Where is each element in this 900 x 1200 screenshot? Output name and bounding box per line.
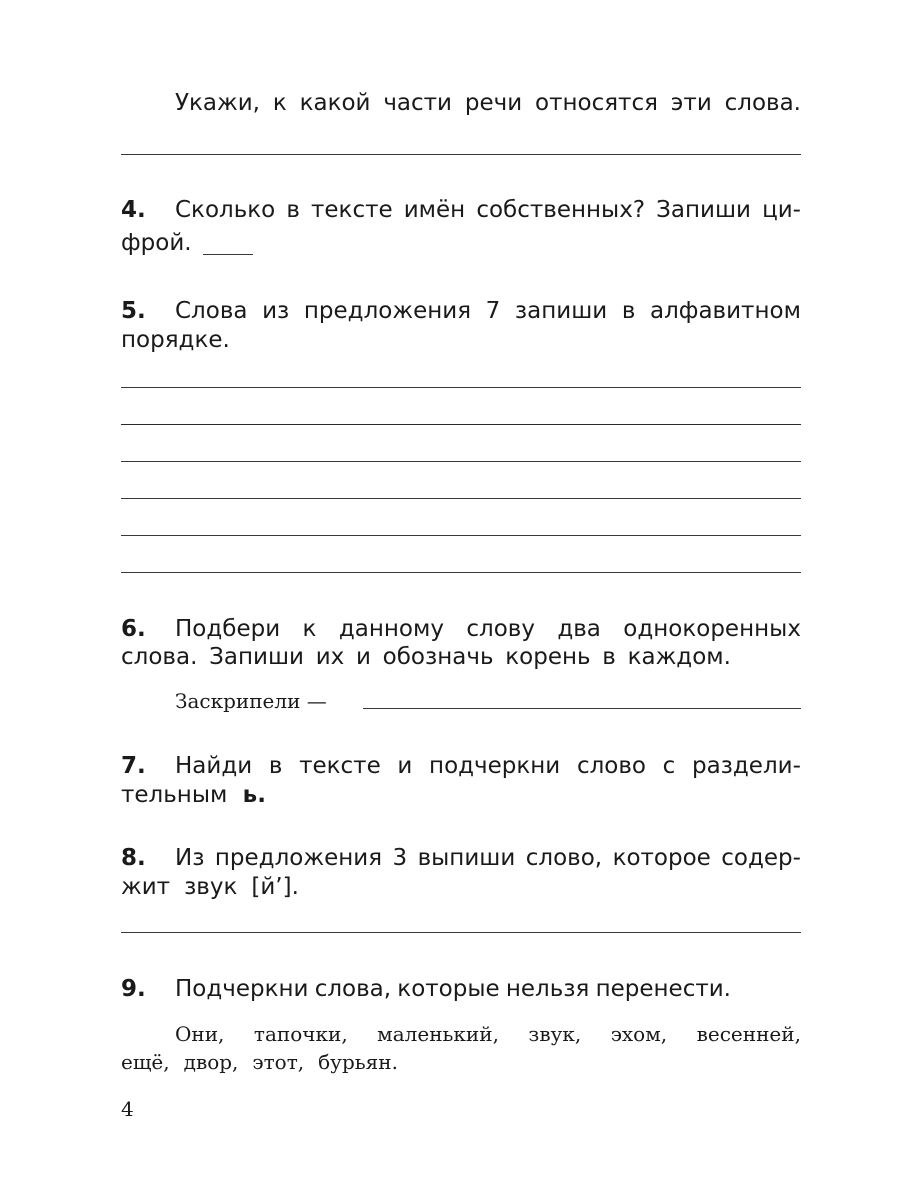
word: относятся: [535, 90, 658, 116]
word: Подчеркни: [175, 976, 309, 1002]
word: имён: [403, 197, 466, 223]
question-9-words-line-1: [175, 1022, 801, 1046]
word: нельзя: [505, 976, 590, 1002]
answer-blank-q4[interactable]: [203, 254, 253, 255]
word: и: [397, 753, 413, 779]
word: Слова: [175, 298, 248, 324]
word: в: [602, 644, 616, 670]
word: данному: [338, 616, 444, 642]
word: тексте: [311, 197, 393, 223]
question-7-number: 7.: [121, 753, 146, 779]
page-number: 4: [121, 1097, 134, 1121]
word: звук,: [528, 1022, 582, 1046]
word: ещё,: [121, 1050, 170, 1074]
question-5-number: 5.: [121, 298, 146, 324]
word: раздели-: [691, 753, 801, 779]
question-7-line-2-text: тельным: [121, 782, 228, 808]
word: Из: [175, 845, 205, 871]
word: этот,: [252, 1050, 305, 1074]
word: корень: [505, 644, 591, 670]
soft-sign-letter: ь.: [242, 782, 266, 808]
word: выпиши: [417, 845, 516, 871]
answer-line-q5-3[interactable]: [121, 461, 801, 462]
word: подчеркни: [429, 753, 561, 779]
word: какой: [299, 90, 371, 116]
question-4-line-2: фрой.: [121, 230, 192, 256]
question-6-line-2: [121, 644, 731, 670]
question-8-number: 8.: [121, 845, 146, 871]
word: тапочки,: [253, 1022, 348, 1046]
word: слова.: [121, 644, 198, 670]
word: [й’].: [251, 874, 299, 900]
word: тексте: [299, 753, 381, 779]
word: Запиши: [656, 197, 751, 223]
question-9-line-1: [175, 976, 731, 1002]
question-4-line-1: [175, 197, 801, 223]
question-7-line-2: [121, 782, 266, 808]
answer-line-q8[interactable]: [121, 932, 801, 933]
question-6-word: Заскрипели —: [175, 689, 327, 713]
question-8-line-2: [121, 874, 747, 900]
answer-line-q5-4[interactable]: [121, 498, 801, 499]
word: слово,: [525, 845, 603, 871]
word: бурьян.: [318, 1050, 398, 1074]
word: Подбери: [175, 616, 281, 642]
word: 3: [392, 845, 408, 871]
word: речи: [464, 90, 523, 116]
word: жит: [121, 874, 171, 900]
word: слово: [576, 753, 646, 779]
word: к: [302, 616, 317, 642]
word: маленький,: [377, 1022, 499, 1046]
answer-line-q5-2[interactable]: [121, 424, 801, 425]
word: 7: [485, 298, 501, 324]
question-8-line-1: [175, 845, 801, 871]
question-4-number: 4.: [121, 197, 146, 223]
word: собственных?: [476, 197, 646, 223]
word: Найди: [175, 753, 253, 779]
word: Они,: [175, 1022, 225, 1046]
question-9-words-line-2: [121, 1050, 747, 1074]
answer-line-q5-1[interactable]: [121, 387, 801, 388]
word: с: [662, 753, 676, 779]
word: Укажи,: [175, 90, 260, 116]
word: Запиши: [209, 644, 304, 670]
word: слова.: [724, 90, 801, 116]
word: содер-: [721, 845, 801, 871]
word: однокоренных: [623, 616, 801, 642]
word: слова,: [314, 976, 392, 1002]
intro-instruction: [175, 90, 801, 116]
question-5-line-2: порядке.: [121, 327, 230, 353]
word: слову: [466, 616, 535, 642]
word: Сколько: [175, 197, 276, 223]
word: обозначь: [382, 644, 494, 670]
word: к: [272, 90, 287, 116]
word: из: [262, 298, 290, 324]
question-5-line-1: [175, 298, 801, 324]
word: два: [557, 616, 601, 642]
word: их: [315, 644, 345, 670]
word: которые: [397, 976, 500, 1002]
word: каждом.: [627, 644, 731, 670]
word: алфавитном: [650, 298, 801, 324]
word: перенести.: [595, 976, 731, 1002]
word: и: [355, 644, 371, 670]
answer-line-q5-6[interactable]: [121, 572, 801, 573]
word: весенней,: [696, 1022, 801, 1046]
word: предложения: [214, 845, 383, 871]
word: ци-: [762, 197, 801, 223]
word: звук: [184, 874, 238, 900]
word: в: [268, 753, 283, 779]
answer-line-intro[interactable]: [121, 154, 801, 155]
question-7-line-1: [175, 753, 801, 779]
word: части: [383, 90, 453, 116]
answer-line-q6[interactable]: [363, 708, 801, 709]
word: запиши: [514, 298, 608, 324]
answer-line-q5-5[interactable]: [121, 535, 801, 536]
word: предложения: [303, 298, 472, 324]
question-6-line-1: [175, 616, 801, 642]
word: эхом,: [610, 1022, 668, 1046]
word: в: [621, 298, 636, 324]
question-6-number: 6.: [121, 616, 146, 642]
word: эти: [670, 90, 712, 116]
question-9-number: 9.: [121, 976, 146, 1002]
word: которое: [612, 845, 711, 871]
word: двор,: [183, 1050, 239, 1074]
word: в: [286, 197, 300, 223]
